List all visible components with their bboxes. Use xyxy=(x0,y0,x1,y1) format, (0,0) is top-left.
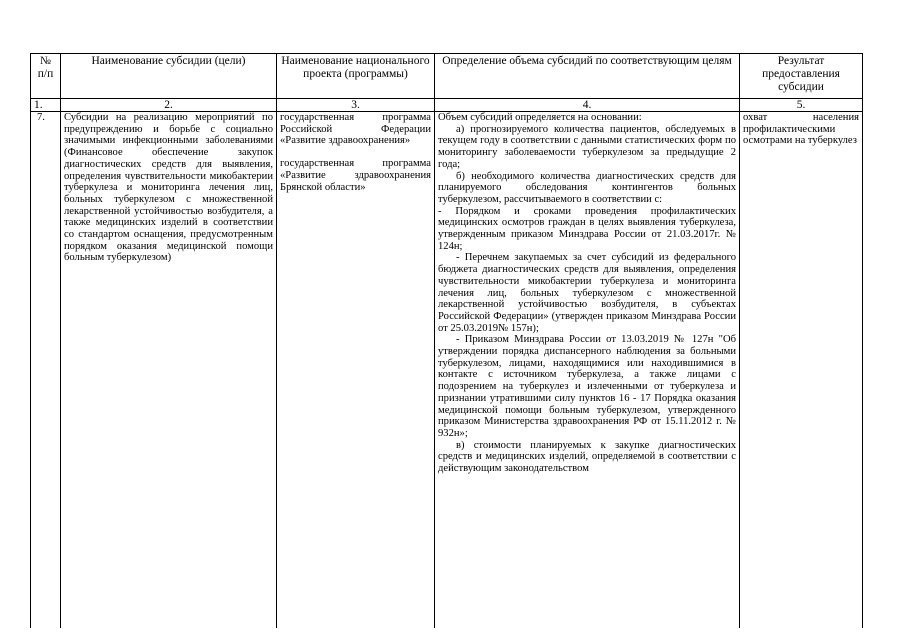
header-number: № п/п xyxy=(31,54,61,99)
table-row xyxy=(31,112,863,629)
determination-subitem-order-124n: - Порядком и сроками проведения профилактических медицинских осмотров граждан в целях выявления туберкулеза, утвержденным приказом Минздрава России от 21.03.2017г. № 124н; xyxy=(438,205,736,252)
header-row xyxy=(31,54,863,99)
column-number-1: 1. xyxy=(31,99,61,112)
header-result: Результат предоставления субсидии xyxy=(740,54,863,99)
column-number-row xyxy=(31,99,863,112)
result-text: охват населения профилактическими осмотрами на туберкулез xyxy=(743,112,859,147)
program-regional: государственная программа «Развитие здравоохранения Брянской области» xyxy=(280,158,431,193)
subsidy-table xyxy=(30,53,863,628)
column-number-4: 4. xyxy=(435,99,740,112)
program-federal: государственная программа Российской Федерации «Развитие здравоохранения» xyxy=(280,112,431,147)
column-number-5: 5. xyxy=(740,99,863,112)
volume-determination-cell xyxy=(435,112,740,629)
result-cell xyxy=(740,112,863,629)
subsidy-name-cell xyxy=(61,112,277,629)
row-number: 7. xyxy=(31,112,61,629)
determination-subitem-order-127n: - Приказом Минздрава России от 13.03.2019 № 127н "Об утверждении порядка диспансерного наблюдения за больными туберкулезом, лицами, находящимися или находившимися в контакте с источником туберкулеза, а также лицами с подозрением на туберкулез и излеченными от туберкулеза и признании утратившими силу пунктов 16 - 17 Порядка оказания медицинской помощи больным туберкулезом, утвержденного приказом Министерства здравоохранения РФ от 15.11.2012 г. № 932н»; xyxy=(438,334,736,439)
header-program-name: Наименование национального проекта (программы) xyxy=(277,54,435,99)
subsidy-name-text: Субсидии на реализацию мероприятий по предупреждению и борьбе с социально значимыми инфекционными заболеваниями (Финансовое обеспечение закупок диагностических средств для выявления, определения чувствительности микобактерии туберкулеза и мониторинга лечения лиц, больных туберкулезом с множественной лекарственной устойчивостью возбудителя, а также медицинских изделий в соответствии со стандартом оснащения, предусмотренным порядком оказания медицинской помощи больным туберкулезом) xyxy=(64,112,273,264)
determination-item-c: в) стоимости планируемых к закупке диагностических средств и медицинских изделий, определяемой в соответствии с действующим законодательством xyxy=(438,439,736,475)
determination-item-b: б) необходимого количества диагностических средств для планируемого обследования контингентов больных туберкулезом, рассчитываемого в соответствии с: xyxy=(438,170,736,205)
header-volume-determination: Определение объема субсидий по соответствующим целям xyxy=(435,54,740,99)
program-spacer xyxy=(280,147,431,158)
column-number-2: 2. xyxy=(61,99,277,112)
determination-subitem-list-157n: - Перечнем закупаемых за счет субсидий из федерального бюджета диагностических средств для выявления, определения чувствительности микобактерии туберкулеза и мониторинга лечения лиц, больных туберкулезом с множественной лекарственной устойчивостью возбудителя, в субъектах Российской Федерации» (утвержден приказом Минздрава России от 25.03.2019№ 157н); xyxy=(438,252,736,334)
header-subsidy-name: Наименование субсидии (цели) xyxy=(61,54,277,99)
determination-intro: Объем субсидий определяется на основании: xyxy=(438,112,642,123)
determination-item-a: а) прогнозируемого количества пациентов, обследуемых в текущем году в соответствии с данными статистических форм по мониторингу заболеваемости туберкулезом за предыдущие 2 года; xyxy=(438,123,736,170)
program-name-cell xyxy=(277,112,435,629)
column-number-3: 3. xyxy=(277,99,435,112)
